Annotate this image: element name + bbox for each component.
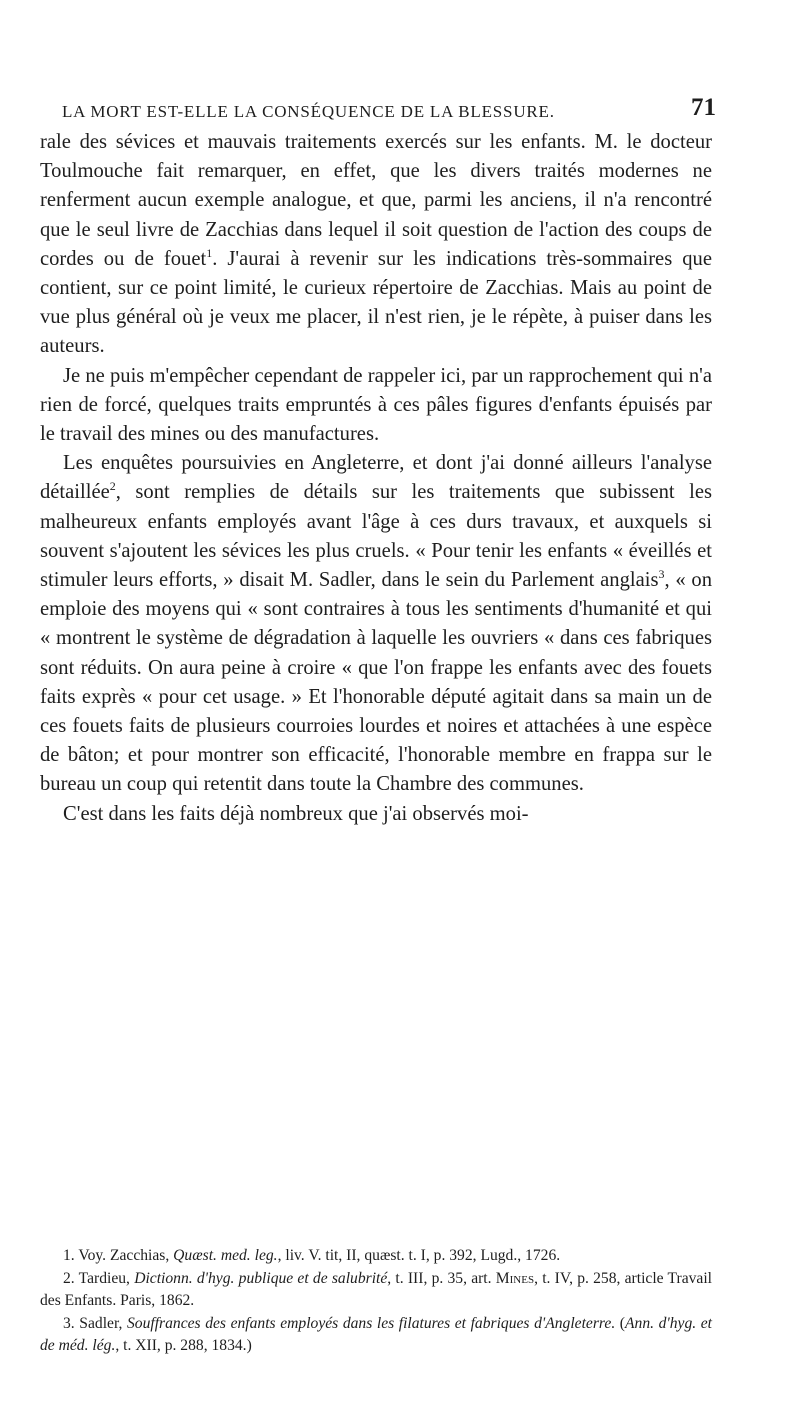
footnote-2-text-c: , t. IV, p. 258, article Travail des Enfants. Paris, 1862. bbox=[40, 1269, 713, 1309]
footnote-1-title: Quæst. med. leg. bbox=[173, 1247, 278, 1264]
running-header bbox=[40, 94, 716, 126]
footnote-3 bbox=[40, 1313, 712, 1358]
footnote-3-number: 3. bbox=[63, 1314, 75, 1332]
footnote-ref-2: 2 bbox=[109, 479, 116, 494]
paragraph-4: C'est dans les faits déjà nombreux que j'ai observés moi- bbox=[63, 802, 529, 825]
running-title: LA MORT EST-ELLE LA CONSÉQUENCE DE LA BLESSURE. bbox=[62, 102, 555, 121]
paragraph-2: Je ne puis m'empêcher cependant de rappeler ici, par un rapprochement qui n'a rien de forcé, quelques traits empruntés à ces pâles figures d'enfants épuisés par le travail des mines ou des manufactures. bbox=[40, 364, 712, 446]
paragraph-1 bbox=[40, 128, 712, 362]
paragraph-3-text-b: , sont remplies de détails sur les traitements que subissent les malheureux enfants employés avant l'âge à ces durs travaux, et auxquels si souvent s'ajoutent les sévices les plus cruels. « Pour tenir les enfants « éveillés et stimuler leurs efforts, » disait M. Sadler, dans le sein du Parlement anglais bbox=[40, 481, 712, 592]
footnotes bbox=[40, 1245, 712, 1358]
footnote-2-smallcaps: Mines bbox=[495, 1269, 535, 1287]
footnote-3-title: Souffrances des enfants employés dans les filatures et fabriques d'Angleterre. bbox=[127, 1314, 616, 1332]
footnote-3-journal: Ann. d'hyg. et de méd. lég. bbox=[40, 1314, 712, 1354]
footnote-1 bbox=[40, 1245, 712, 1268]
footnote-ref-1: 1 bbox=[206, 245, 213, 260]
footnote-1-number: 1. bbox=[63, 1247, 75, 1264]
footnote-3-text-a: Sadler, bbox=[79, 1314, 127, 1332]
paragraph-1-text-a: rale des sévices et mauvais traitements exercés sur les enfants. M. le docteur Toulmouche fait remarquer, en effet, que les divers traités modernes ne renferment aucun exemple analogue, et que, parmi les anciens, il n'a rencontré que le seul livre de Zacchias dans lequel il soit question de l'action des coups de cordes ou de fouet bbox=[40, 131, 712, 270]
footnote-1-text-a: Voy. Zacchias, bbox=[78, 1247, 174, 1264]
footnote-2-number: 2. bbox=[63, 1269, 75, 1287]
footnote-3-text-c: , t. XII, p. 288, 1834.) bbox=[115, 1337, 252, 1354]
paragraph-1-text-b: . J'aurai à revenir sur les indications très-sommaires que contient, sur ce point limité, le curieux répertoire de Zacchias. Mais au point de vue plus général où je veux me placer, il n'est rien, je le répète, à puiser dans les auteurs. bbox=[40, 247, 712, 358]
paragraph-3 bbox=[40, 449, 712, 799]
main-text bbox=[40, 128, 712, 829]
paragraph-3-text-c: , « on emploie des moyens qui « sont contraires à tous les sentiments d'humanité et qui « montrent le système de dégradation à laquelle les ouvriers « dans ces fabriques sont réduits. On aura peine à croire « que l'on frappe les enfants avec des fouets faits exprès « pour cet usage. » Et l'honorable député agitait dans sa main un de ces fouets faits de plusieurs courroies lourdes et noires et attachées à une espèce de bâton; et pour montrer son efficacité, l'honorable membre en frappa sur le bureau un coup qui retentit dans toute la Chambre des communes. bbox=[40, 569, 712, 796]
footnote-1-text-b: , liv. V. tit, II, quæst. t. I, p. 392, Lugd., 1726. bbox=[277, 1247, 561, 1264]
page-number: 71 bbox=[691, 94, 716, 121]
footnote-2-title: Dictionn. d'hyg. publique et de salubrité bbox=[134, 1269, 388, 1287]
paragraph-3-text-a: Les enquêtes poursuivies en Angleterre, et dont j'ai donné ailleurs l'analyse détaillée bbox=[40, 452, 712, 504]
footnote-2-text-b: , t. III, p. 35, art. bbox=[387, 1269, 496, 1287]
footnote-2 bbox=[40, 1268, 712, 1313]
footnote-2-text-a: Tardieu, bbox=[78, 1269, 135, 1287]
footnote-3-text-b: ( bbox=[615, 1314, 625, 1332]
footnote-ref-3: 3 bbox=[658, 567, 665, 582]
